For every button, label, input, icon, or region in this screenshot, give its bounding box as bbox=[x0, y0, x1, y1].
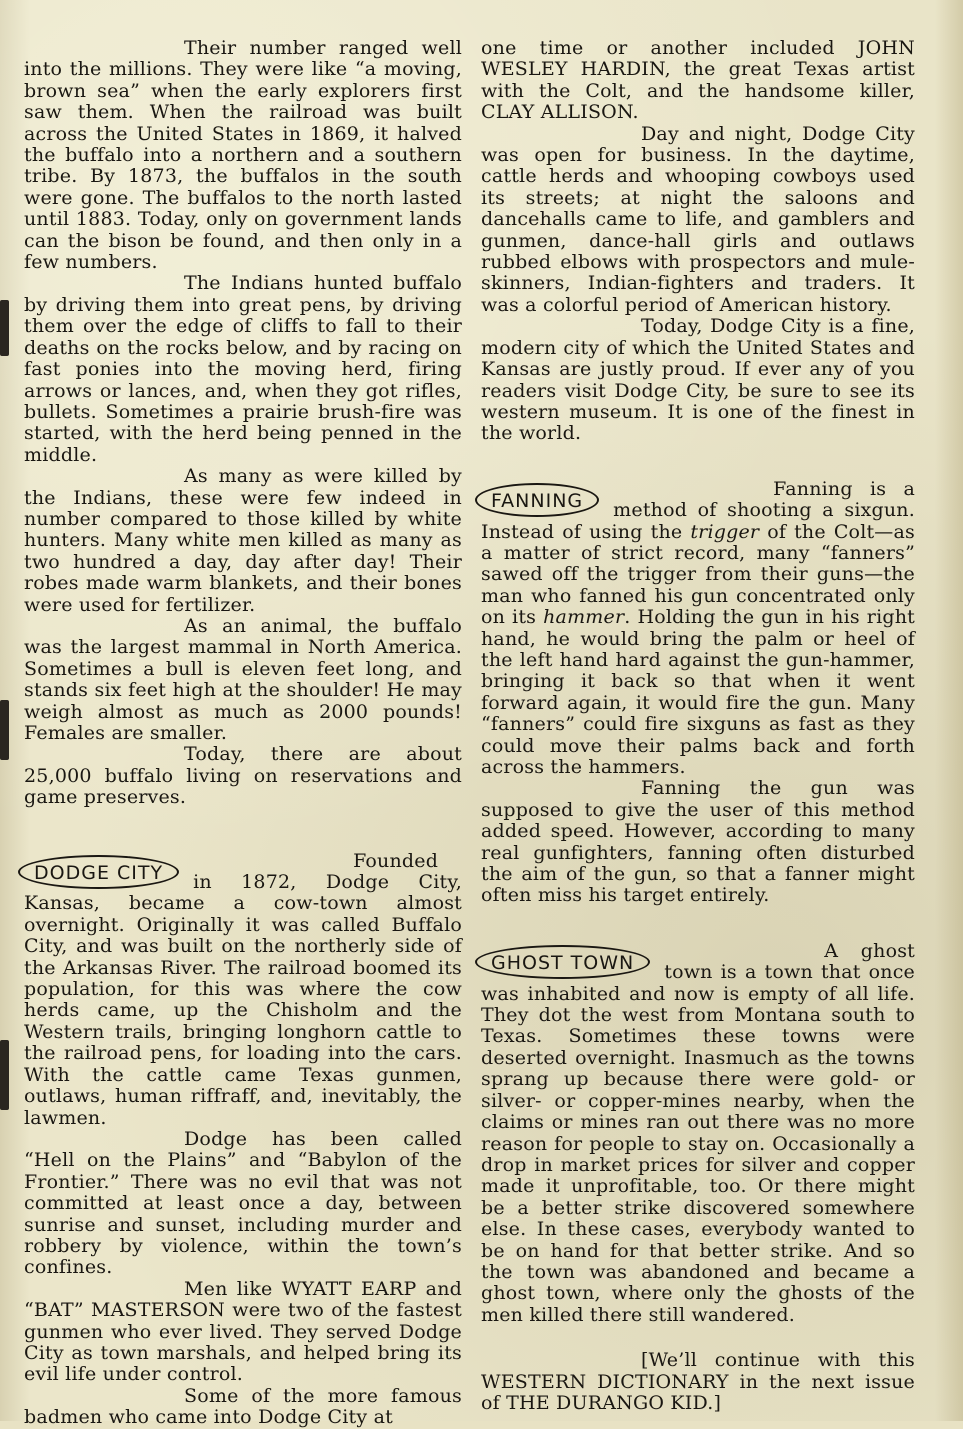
buffalo-paragraph-5: Today, there are about 25,000 buffalo living on reservations and game preserves. bbox=[24, 743, 462, 809]
dodge-city-paragraph-4: Some of the more famous badmen who came into Dodge City at bbox=[24, 1384, 462, 1429]
fanning-paragraph-2: Fanning the gun was supposed to give the user of this method added speed. However, according to many real gunfighters, fanning often disturbed the aim of the gun, so that a fanner might often miss his target entirely. bbox=[481, 777, 915, 907]
fanning-text-b: of the Colt—as a matter of strict record, many “fanners” sawed off the trigger from their guns—the man who fanned his gun concentrated only on its bbox=[481, 520, 915, 629]
buffalo-paragraph-4: As an animal, the buffalo was the largest mammal in North America. Sometimes a bull is eleven feet long, and stands six feet high at the shoulder! He may weigh almost as much as 2000 pounds! Females are smaller. bbox=[24, 614, 462, 744]
dodge-city-paragraph-6: Today, Dodge City is a fine, modern city of which the United States and Kansas are justly proud. If ever any of you readers visit Dodge City, be sure to see its western museum. It is one of the finest in the world. bbox=[481, 315, 915, 445]
fanning-trigger-word: trigger bbox=[690, 520, 760, 543]
edge-ink-mark-bottom bbox=[0, 1040, 9, 1110]
edge-ink-mark-middle bbox=[0, 700, 9, 760]
edge-ink-mark-top bbox=[0, 300, 9, 356]
buffalo-paragraph-1: Their number ranged well into the millions. They were like “a moving, brown sea” when the early explorers first saw them. When the railroad was built across the United States in 1869, it halved the buffalo into a northern and a southern tribe. By 1873, the buffalos in the south were gone. The buffalos to the north lasted until 1883. Today, only on government lands can the bison be found, and then only in a few numbers. bbox=[24, 37, 462, 274]
section-gap bbox=[481, 1326, 915, 1350]
fanning-entry bbox=[481, 479, 915, 779]
ghost-town-paragraph-1: A ghost town is a town that once was inhabited and now is empty of all life. They dot the west from Montana south to Texas. Sometimes these towns were deserted overnight. Inasmuch as the towns sprang up because there were gold- or silver- or copper-mines nearby, when the claims or mines ran out there was no more reason for people to stay on. Occasionally a drop in market prices for silver and copper made it unprofitable, too. Or there might be a better strike discovered somewhere else. In these cases, everybody wanted to be on hand for that better strike. And so the town was abandoned and became a ghost town, where only the ghosts of the men killed there still wandered. bbox=[481, 939, 915, 1326]
dodge-city-paragraph-1: Founded in 1872, Dodge City, Kansas, became a cow-town almost overnight. Originally it was called Buffalo City, and was built on the northerly side of the Arkansas River. The railroad boomed its population, for this was where the cow herds came, up the Chisholm and the Western trails, bringing longhorn cattle to the railroad pens, for loading into the cars. With the cattle came Texas gunmen, outlaws, human riffraff, and, inevitably, the lawmen. bbox=[24, 849, 462, 1129]
dodge-city-paragraph-5: Day and night, Dodge City was open for business. In the daytime, cattle herds and whooping cowboys used its streets; at night the saloons and dancehalls came to life, and gamblers and gunmen, dance-hall girls and outlaws rubbed elbows with prospectors and mule-skinners, Indian-fighters and traders. It was a colorful period of American history. bbox=[481, 122, 915, 316]
dodge-city-paragraph-2: Dodge has been called “Hell on the Plains” and “Babylon of the Frontier.” There was no evil that was not committed at least once a day, between sunrise and sunset, including murder and robbery by violence, within the town’s confines. bbox=[24, 1127, 462, 1279]
fanning-heading: FANNING bbox=[475, 483, 599, 517]
fanning-text-a: Fanning is a method of shooting a sixgun. Instead of using the bbox=[481, 477, 915, 543]
ghost-town-entry bbox=[481, 941, 915, 1326]
left-column bbox=[24, 38, 462, 1429]
ghost-town-heading: GHOST TOWN bbox=[475, 945, 650, 979]
fanning-hammer-word: hammer bbox=[543, 606, 625, 629]
dodge-city-heading: DODGE CITY bbox=[18, 855, 179, 889]
fanning-paragraph-1 bbox=[481, 479, 915, 779]
section-gap bbox=[481, 907, 915, 941]
buffalo-paragraph-2: The Indians hunted buffalo by driving them into great pens, by driving them over the edge of cliffs to fall to their deaths on the rocks below, and by racing on fast ponies into the moving herd, firing arrows or lances, and, when they got rifles, bullets. Sometimes a prairie brush-fire was started, with the herd being penned in the middle. bbox=[24, 272, 462, 466]
right-column bbox=[481, 38, 915, 1414]
section-gap bbox=[481, 445, 915, 479]
dodge-city-paragraph-3: Men like WYATT EARP and “BAT” MASTERSON were two of the fastest gunmen who ever lived. They served Dodge City as town marshals, and helped bring its evil life under control. bbox=[24, 1277, 462, 1386]
fanning-text-c: . Holding the gun in his right hand, he would bring the palm or heel of the left hand hard against the gun-hammer, bringing it back so that when it went forward again, it would fire the gun. Many “fanners” could fire sixguns as fast as they could move their palms back and forth across the hammers. bbox=[481, 606, 915, 778]
dodge-city-paragraph-4-continued: one time or another included JOHN WESLEY HARDIN, the great Texas artist with the Colt, and the handsome killer, CLAY ALLISON. bbox=[481, 37, 915, 124]
dodge-city-entry bbox=[24, 851, 462, 1129]
buffalo-paragraph-3: As many as were killed by the Indians, these were few indeed in number compared to those killed by white hunters. Many white men killed as many as two hundred a day, day after day! Their robes made warm blankets, and their bones were used for fertilizer. bbox=[24, 465, 462, 616]
section-gap bbox=[24, 809, 462, 851]
closing-note: [We’ll continue with this WESTERN DICTIONARY in the next issue of THE DURANGO KID.] bbox=[481, 1349, 915, 1414]
